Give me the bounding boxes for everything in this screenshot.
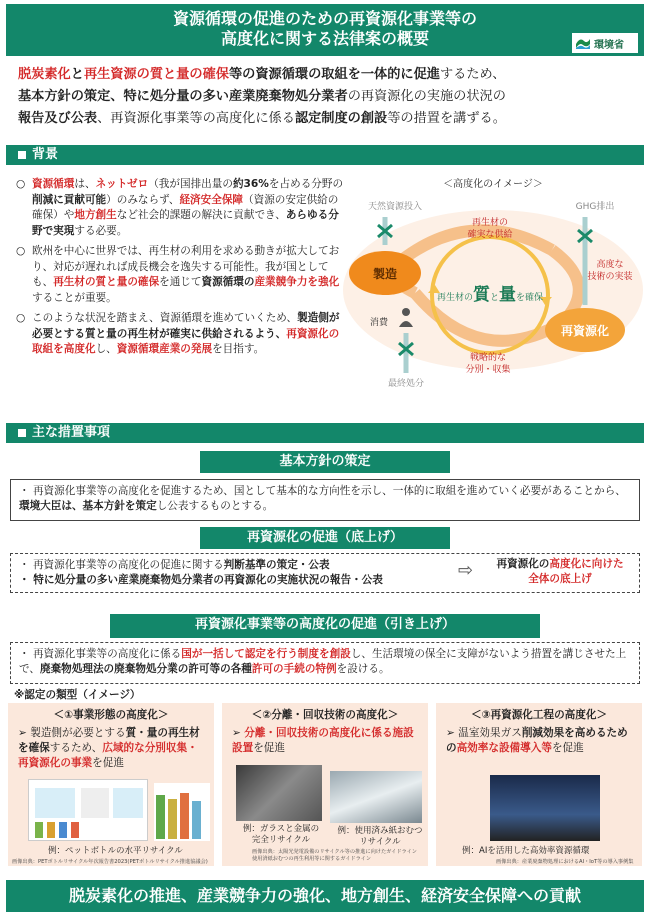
bg-text: する必要。 [74,224,128,237]
intro-text: 再生資源の質と量の確保 [83,67,229,82]
section-label: 主な措置事項 [32,425,111,440]
section-label: 背景 [32,147,59,162]
section-background [6,145,644,165]
basic-policy-heading: 基本方針の策定 [200,451,450,473]
bottle-icon [156,795,165,839]
flow-box [35,788,75,818]
bg-text: 資源循環の [201,276,255,288]
footer-banner: 脱炭素化の推進、産業競争力の強化、地方創生、経済安全保障への貢献 [6,880,644,912]
result-text: 高度化に向けた [549,558,624,570]
box-text: 環境大臣は、基本方針を策定 [19,500,157,512]
source-line: 画像出典：太陽光発電設備のリサイクル等の推進に向けたガイドライン [252,849,417,855]
intro-text: 脱炭素化 [18,67,71,82]
bg-text: を占める分野の [268,178,344,190]
bottle-icon [47,822,55,838]
bg-text: することが重要。 [32,291,117,304]
panel-separation-tech [222,703,428,866]
box-text: し、生活環境の保全に支障がないよう措置を講じさせた上で、 [19,648,627,675]
supply-label-line: 確実な供給 [467,230,513,240]
panel-text [222,722,428,756]
circle-bullet-icon: ○ [16,245,26,257]
caption-line: 例：ガラスと金属の [242,824,320,834]
image-source: 画像出典：PETボトルリサイクル年次報告書2023(PETボトルリサイクル推進協議会) [12,859,208,865]
advanced-label-line: 高度な [596,260,624,270]
center-text: を確保 [516,293,544,303]
intro-text: と [70,67,84,82]
bottom-up-heading: 再資源化の促進（底上げ） [200,527,450,549]
panel-heading: ＜①事業形態の高度化＞ [53,709,169,721]
panel-text-part: ➢ 温室効果ガス [446,727,522,739]
bg-text: など社会的課題の解決に貢献でき、 [116,209,286,221]
bg-text: 欧州を中心に世界では、再生材の利用を求める動きが拡大しており、対応が遅れれば成長機会を逸失する可能性。我が国としても、 [32,245,340,288]
bottom-up-line-2: ・ 特に処分量の多い産業廃棄物処分業者の再資源化の実施状況の報告・公表 [19,574,383,586]
bottle-icon [192,801,201,839]
box-text: ・ 再資源化事業等の高度化に係る [19,648,182,660]
panel-text-part: 分離・回収技術の高度化に係る施設設置 [232,727,414,754]
box-text: 判断基準の策定・公表 [223,559,330,571]
panel-text-part: 削減効果を高めるための [446,727,628,754]
background-paragraph-2 [16,244,344,306]
panel-caption: 例：ペットボトルの水平リサイクル [48,846,183,856]
panel-caption [236,824,326,846]
bg-text: ）のみならず、 [106,193,180,206]
flake-image [81,788,109,818]
panel-text-part: を促進 [92,757,124,769]
box-text: を設ける。 [336,663,390,675]
bottle-icon [59,822,67,838]
advancement-diagram [340,175,646,390]
panel-text-part: を促進 [551,742,584,754]
square-bullet-icon [18,151,26,159]
bg-text: ネットゼロ [95,178,149,190]
background-paragraph-1 [16,177,344,239]
bg-text: （資源の安定供給の確保）や [32,193,339,221]
bottom-up-result [482,557,638,587]
panel-process [436,703,642,866]
certification-types-label: ※認定の類型（イメージ） [14,689,141,701]
bg-text: し、 [95,343,117,355]
intro-text: 基本方針の策定、特に処分量の多い産業廃棄物処分業者 [18,89,348,104]
panel-text-part: 高効率な設備導入等 [456,742,552,754]
source-line: 使用済紙おむつの再生利用等に関するガイドライン [252,856,372,862]
ai-facility-photo [490,775,600,841]
result-text: 全体の底上げ [528,573,592,585]
intro-text: 認定制度の創設 [294,111,388,126]
diaper-recycling-photo [330,771,422,823]
bottle-row [35,822,141,838]
diagram-title: ＜高度化のイメージ＞ [443,179,543,190]
intro-text: 等の措置を講ずる。 [387,111,506,126]
intro-text: 、再資源化事業等の高度化に係る [97,111,295,126]
result-text: 再資源化の [496,558,550,570]
bg-text: 経済安全保障 [179,193,244,206]
center-text: 質 [472,285,490,305]
box-text: し公表するものとする。 [156,500,274,512]
flow-box [113,788,143,818]
pull-up-box [10,642,640,684]
caption-line: 完全リサイクル [251,835,311,845]
bottle-photo [154,783,210,841]
bg-text: 約36% [232,178,269,190]
box-text: 許可の手続の特例 [251,663,337,675]
bg-text: は、 [74,178,96,190]
bg-text: 再資源化の取組を高度化 [32,327,340,355]
section-measures [6,423,644,443]
bottle-icon [35,822,43,838]
pull-up-heading: 再資源化事業等の高度化の促進（引き上げ） [110,614,540,638]
ministry-logo [572,33,638,53]
center-text: 再生材の [436,293,473,303]
background-paragraph-3 [16,311,344,358]
panel-text-part: ➢ [232,727,245,739]
bottle-icon [180,793,189,839]
bg-text: を通じて [159,276,202,288]
intro-text: 等の資源循環の取組を一体的に促進 [229,67,440,82]
circle-bullet-icon: ○ [16,312,26,324]
bg-text: このような状況を踏まえ、資源循環を進めていくため、 [32,312,298,324]
title-line-2: 高度化に関する法律案の概要 [220,29,429,48]
bottle-icon [71,822,79,838]
bottle-icon [168,799,177,839]
panel-text-part: 広域的な分別収集・再資源化の事業 [18,742,198,769]
image-source [252,849,417,863]
person-icon [402,308,410,316]
panel-caption [334,826,426,848]
panel-text [436,722,642,756]
bg-text: 製造側が必要とする質と量の再生材が確実に供給されるよう、 [32,312,340,340]
panel-text [8,722,214,771]
bg-text: 産業競争力を強化 [254,276,340,288]
panel-text-part: ➢ 製造側が必要とする [18,727,126,739]
bg-text: 削減に貢献可能 [32,193,107,206]
ghg-label: GHG排出 [575,202,615,212]
box-text: 国が一括して認定を行う制度を創設 [181,648,351,660]
final-disposal-label: 最終処分 [387,379,425,389]
bg-text: （我が国排出量の [148,178,233,190]
bg-text: 資源循環産業の発展 [116,343,213,355]
circle-bullet-icon: ○ [16,178,26,190]
box-text: ・ 再資源化事業等の高度化を促進するため、国として基本的な方向性を示し、一体的に取組を進めていく必要があることから、 [19,485,626,497]
intro-summary [18,64,638,130]
basic-policy-box [10,479,640,521]
square-bullet-icon [18,429,26,437]
bg-text: 再生材の質と量の確保 [53,276,160,288]
bg-text: 資源循環 [32,178,75,190]
bg-text: 地方創生 [74,209,117,221]
ministry-logo-text: 環境省 [594,39,624,51]
panel-text-part: 質・量の再生材を確保 [18,727,200,754]
center-text: と [489,293,500,303]
image-source: 画像出典：産業廃棄物処理におけるAI・IoT等の導入事例集 [496,859,634,865]
panel-heading: ＜③再資源化工程の高度化＞ [470,709,608,721]
natural-input-label: 天然資源投入 [367,202,423,212]
pet-recycling-image [28,779,148,841]
panel-caption: 例：AIを活用した高効率資源循環 [462,846,590,856]
panel-heading: ＜②分離・回収技術の高度化＞ [251,709,399,721]
center-text: 量 [499,285,517,305]
caption-line: リサイクル [359,837,401,847]
intro-text: 報告及び公表 [18,111,98,126]
panel-text-part: するため、 [49,742,103,754]
consumption-label: 消費 [370,318,389,328]
panel-text-part: を促進 [253,742,285,754]
bg-text: を目指す。 [212,343,265,355]
caption-line: 例：使用済み紙おむつ [337,826,423,836]
strategic-label-line: 戦略的な [469,353,507,363]
title-bar [6,4,644,56]
advanced-label-line: 技術の実装 [587,272,633,282]
panel-business-form [8,703,214,866]
intro-text: の再資源化の実施の状況の [347,89,506,104]
box-text: 廃棄物処理法の廃棄物処分業の許可等の各種 [39,663,252,675]
recycling-label: 再資源化 [560,324,610,338]
intro-text: するため、 [440,67,506,82]
box-text: ・ 再資源化事業等の高度化の促進に関する [19,559,224,571]
glass-metal-photo [236,765,322,821]
arrow-right-icon: ⇨ [458,560,474,581]
title-line-1: 資源循環の促進のための再資源化事業等の [172,9,477,28]
supply-label-line: 再生材の [471,218,509,228]
strategic-label-line: 分別・収集 [465,365,511,375]
ministry-logo-icon [575,36,591,50]
bg-text: あらゆる分野で実現 [32,209,339,237]
manufacturing-label: 製造 [372,267,398,281]
background-text [16,177,344,363]
